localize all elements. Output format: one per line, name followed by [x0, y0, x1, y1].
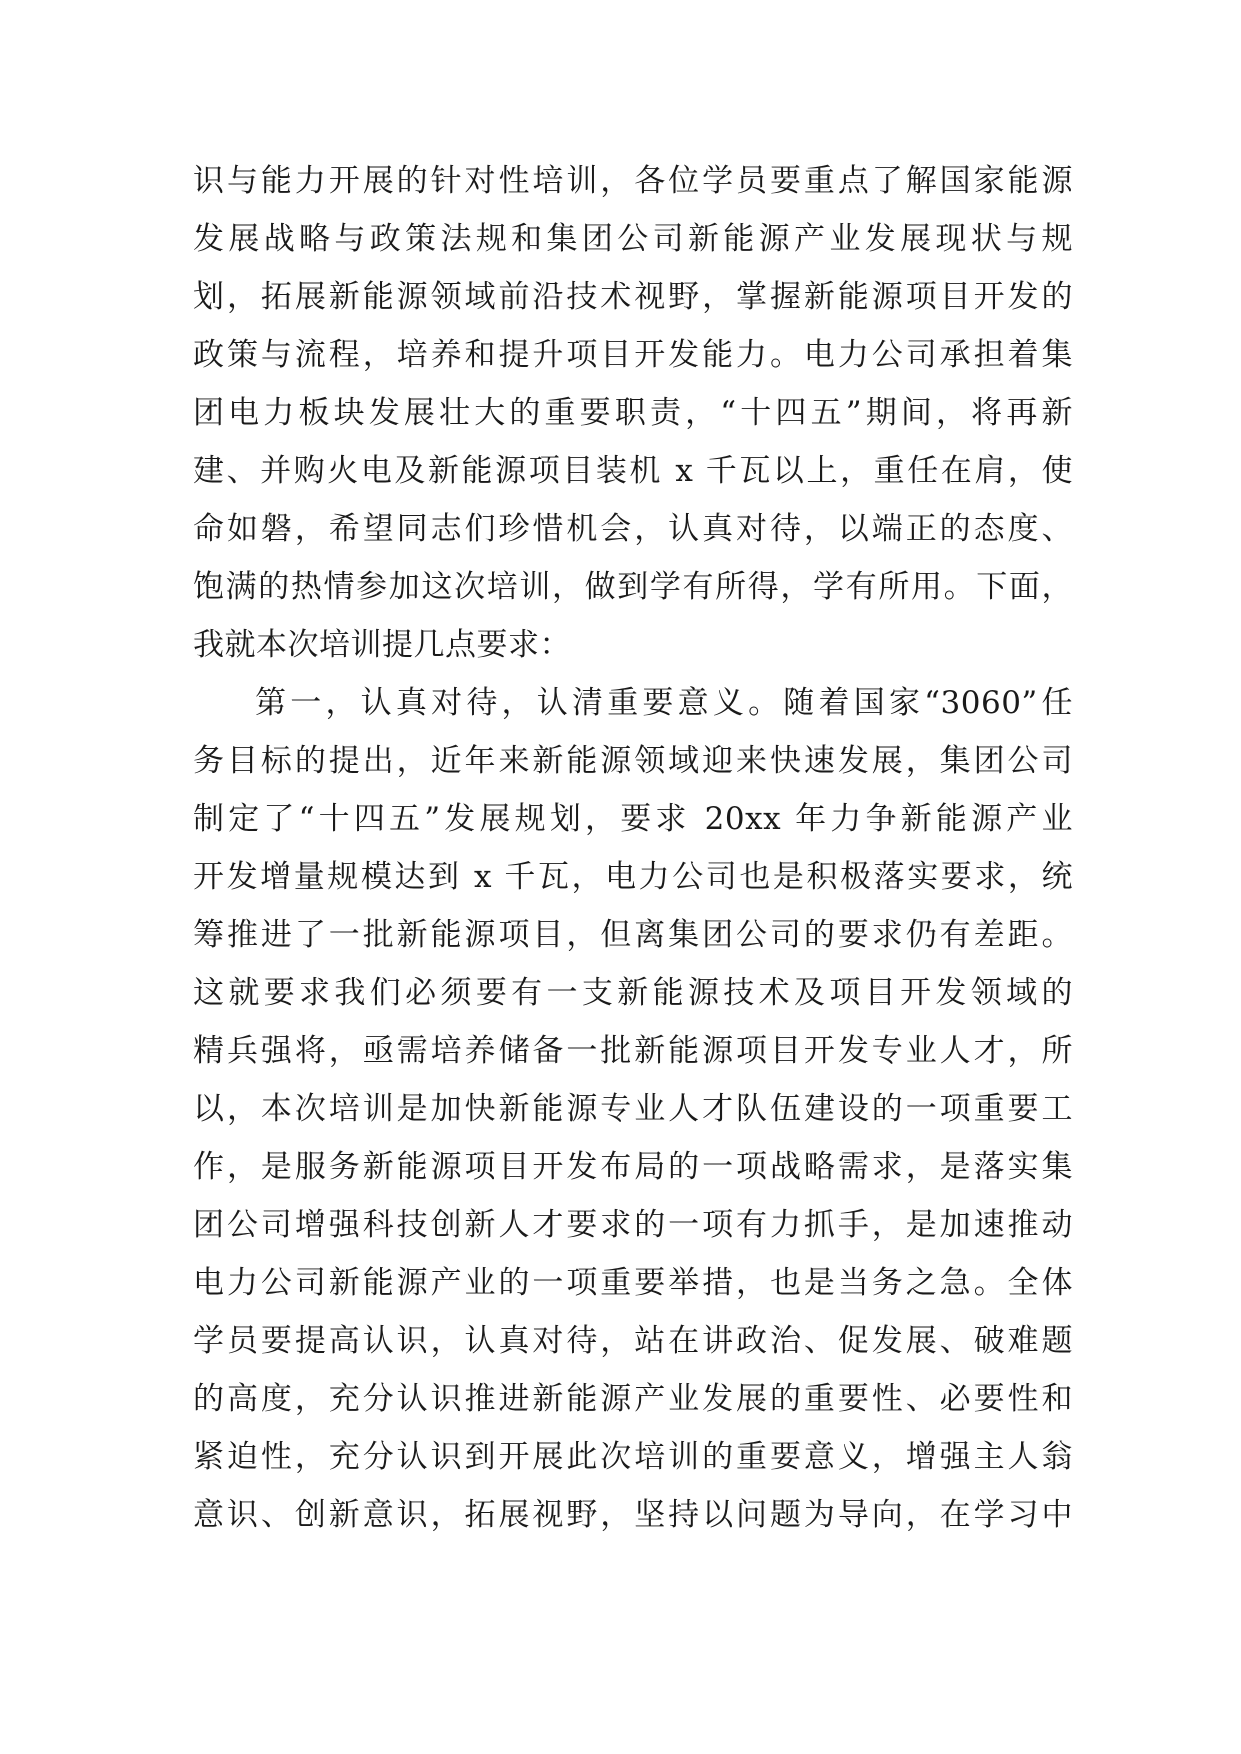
- text-line: 开发增量规模达到 x 千瓦，电力公司也是积极落实要求，统: [193, 859, 1073, 895]
- text-line: 这就要求我们必须要有一支新能源技术及项目开发领域的: [193, 975, 1073, 1011]
- text-line: 团电力板块发展壮大的重要职责，“十四五”期间，将再新: [193, 395, 1073, 431]
- text-line: 发展战略与政策法规和集团公司新能源产业发展现状与规: [193, 221, 1073, 257]
- body-text: [193, 152, 1073, 1544]
- text-line: 筹推进了一批新能源项目，但离集团公司的要求仍有差距。: [193, 917, 1073, 953]
- text-line: 团公司增强科技创新人才要求的一项有力抓手，是加速推动: [193, 1207, 1073, 1243]
- text-line: 的高度，充分认识推进新能源产业发展的重要性、必要性和: [193, 1381, 1073, 1417]
- text-line: 建、并购火电及新能源项目装机 x 千瓦以上，重任在肩，使: [193, 453, 1073, 489]
- text-line: 紧迫性，充分认识到开展此次培训的重要意义，增强主人翁: [193, 1439, 1073, 1475]
- text-line: 学员要提高认识，认真对待，站在讲政治、促发展、破难题: [193, 1323, 1073, 1359]
- paragraph-start-line: 第一，认真对待，认清重要意义。随着国家“3060”任: [255, 685, 1073, 721]
- text-line: 我就本次培训提几点要求：: [193, 627, 571, 663]
- text-line: 意识、创新意识，拓展视野，坚持以问题为导向，在学习中: [193, 1497, 1073, 1533]
- text-line: 命如磐，希望同志们珍惜机会，认真对待，以端正的态度、: [193, 511, 1073, 547]
- text-line: 制定了“十四五”发展规划，要求 20xx 年力争新能源产业: [193, 801, 1073, 837]
- text-line: 作，是服务新能源项目开发布局的一项战略需求，是落实集: [193, 1149, 1073, 1185]
- text-line: 划，拓展新能源领域前沿技术视野，掌握新能源项目开发的: [193, 279, 1073, 315]
- text-line: 以，本次培训是加快新能源专业人才队伍建设的一项重要工: [193, 1091, 1073, 1127]
- text-line: 精兵强将，亟需培养储备一批新能源项目开发专业人才，所: [193, 1033, 1073, 1069]
- text-line: 电力公司新能源产业的一项重要举措，也是当务之急。全体: [193, 1265, 1073, 1301]
- text-line: 识与能力开展的针对性培训，各位学员要重点了解国家能源: [193, 163, 1073, 199]
- text-line: 务目标的提出，近年来新能源领域迎来快速发展，集团公司: [193, 743, 1073, 779]
- text-line: 政策与流程，培养和提升项目开发能力。电力公司承担着集: [193, 337, 1073, 373]
- text-line: 饱满的热情参加这次培训，做到学有所得，学有所用。下面，: [193, 569, 1073, 605]
